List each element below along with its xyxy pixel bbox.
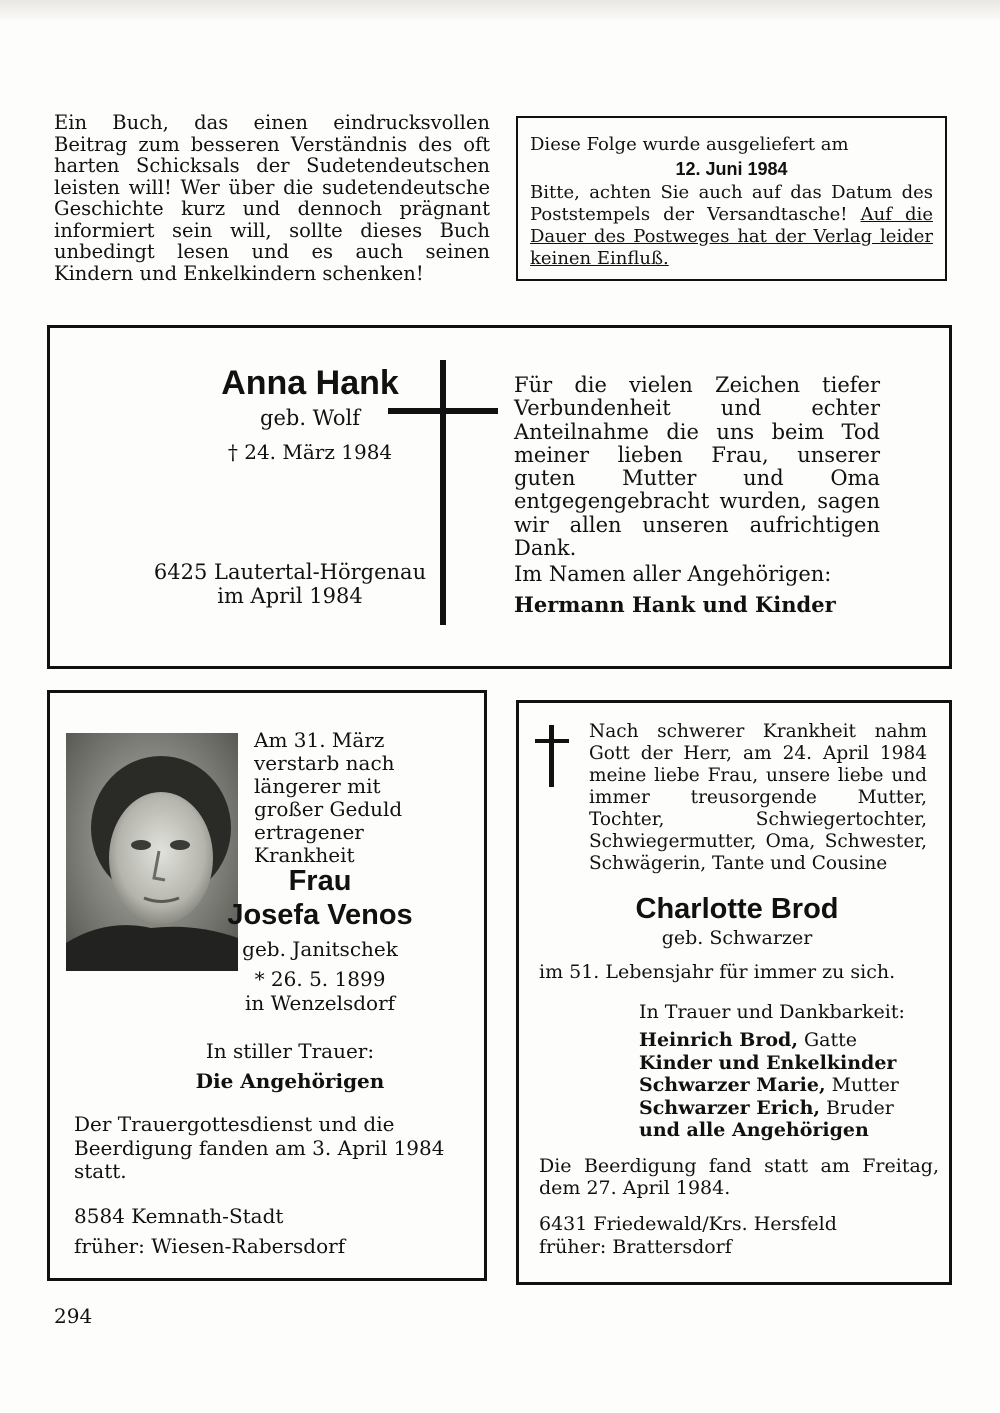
mourner-entry: Kinder und Enkelkinder (639, 1051, 897, 1074)
birth-date: * 26. 5. 1899 (254, 967, 386, 991)
cross-icon (549, 725, 554, 787)
funeral-note: Der Trauergottesdienst und die Beerdigung fanden am 3. April 1984 statt. (74, 1112, 445, 1183)
funeral-note: Die Beerdigung fand statt am Freitag, dem 27. April 1984. (539, 1155, 939, 1199)
page-number: 294 (54, 1304, 93, 1328)
former-address: früher: Brattersdorf (539, 1236, 732, 1258)
signature-intro: Im Namen aller Angehörigen: (514, 562, 832, 586)
delivery-note-text: Bitte, achten Sie auch auf das Datum des Poststempels der Versandtasche! (530, 182, 933, 225)
death-notice-intro: Am 31. März verstarb nach längerer mit großer Geduld ertragener Krankheit (254, 728, 403, 867)
signature: Hermann Hank und Kinder (514, 592, 836, 617)
place-line: 6425 Lautertal-Hörgenau (153, 560, 427, 584)
address-block (74, 1201, 484, 1261)
maiden-name: geb. Janitschek (242, 937, 398, 961)
age-line: im 51. Lebensjahr für immer zu sich. (539, 961, 896, 983)
deceased-name: Josefa Venos (227, 899, 413, 931)
maiden-name: geb. Wolf (260, 406, 360, 430)
cross-icon (440, 360, 446, 625)
obituary-anna-hank (47, 325, 952, 669)
address: 8584 Kemnath-Stadt (74, 1204, 284, 1228)
address-block (539, 1213, 939, 1259)
mourning-line: In stiller Trauer: (205, 1039, 375, 1063)
delivery-note-underlined: Auf die Dauer des Postweges hat der Verlag leider keinen Einfluß. (530, 204, 933, 269)
mourners: Die Angehörigen (195, 1069, 385, 1093)
date-line: im April 1984 (217, 584, 363, 608)
delivery-date: 12. Juni 1984 (675, 159, 788, 179)
delivery-notice-box (516, 116, 947, 281)
address: 6431 Friedewald/Krs. Hersfeld (539, 1213, 837, 1235)
obituary-charlotte-brod (516, 700, 952, 1285)
cross-icon-bar (388, 408, 498, 414)
maiden-name: geb. Schwarzer (661, 927, 813, 949)
cross-icon-bar (535, 739, 569, 743)
former-address: früher: Wiesen-Rabersdorf (74, 1234, 346, 1258)
intro-paragraph: Ein Buch, das einen eindrucksvollen Beitrag zum besseren Verständnis des oft harten Schicksals der Sudetendeutschen leisten will! Wer über die sudetendeutsche Geschichte kurz und dennoch prägnant informiert sein will, sollte dieses Buch unbedingt lesen und es auch seinen Kindern und Enkelkindern schenken! (54, 111, 490, 285)
obituary-josefa-venos (47, 690, 487, 1281)
mourner-entry: und alle Angehörigen (639, 1119, 869, 1141)
delivery-line: Diese Folge wurde ausgeliefert am (530, 134, 849, 155)
portrait-photo (66, 733, 238, 971)
deceased-title: Frau (288, 865, 352, 897)
place-and-date (120, 560, 460, 608)
birth-place: in Wenzelsdorf (244, 991, 396, 1015)
death-date: † 24. März 1984 (227, 440, 393, 464)
thanks-text: Für die vielen Zeichen tiefer Verbundenheit und echter Anteilnahme die uns beim Tod meiner lieben Frau, unserer guten Mutter und Oma entgegengebracht wurden, sagen wir allen unseren aufrichtigen Dank. (514, 373, 880, 561)
death-notice-intro: Nach schwerer Krankheit nahm Gott der Herr, am 24. April 1984 meine liebe Frau, unsere liebe und immer treusorgende Mutter, Tochter, Schwiegertochter, Schwiegermutter, Oma, Schwester, Schwägerin, Tante und Cousine (589, 721, 927, 874)
deceased-name: Charlotte Brod (635, 893, 839, 925)
delivery-note (530, 182, 933, 270)
page-top-shadow (0, 0, 1000, 22)
mourning-line: In Trauer und Dankbarkeit: (639, 1001, 905, 1023)
mourners-list (639, 1029, 939, 1142)
deceased-name: Anna Hank (221, 364, 399, 402)
mourner-entry: Heinrich Brod, Gatte (639, 1029, 858, 1051)
mourner-entry: Schwarzer Marie, Mutter (639, 1074, 899, 1096)
mourner-entry: Schwarzer Erich, Bruder (639, 1096, 894, 1119)
